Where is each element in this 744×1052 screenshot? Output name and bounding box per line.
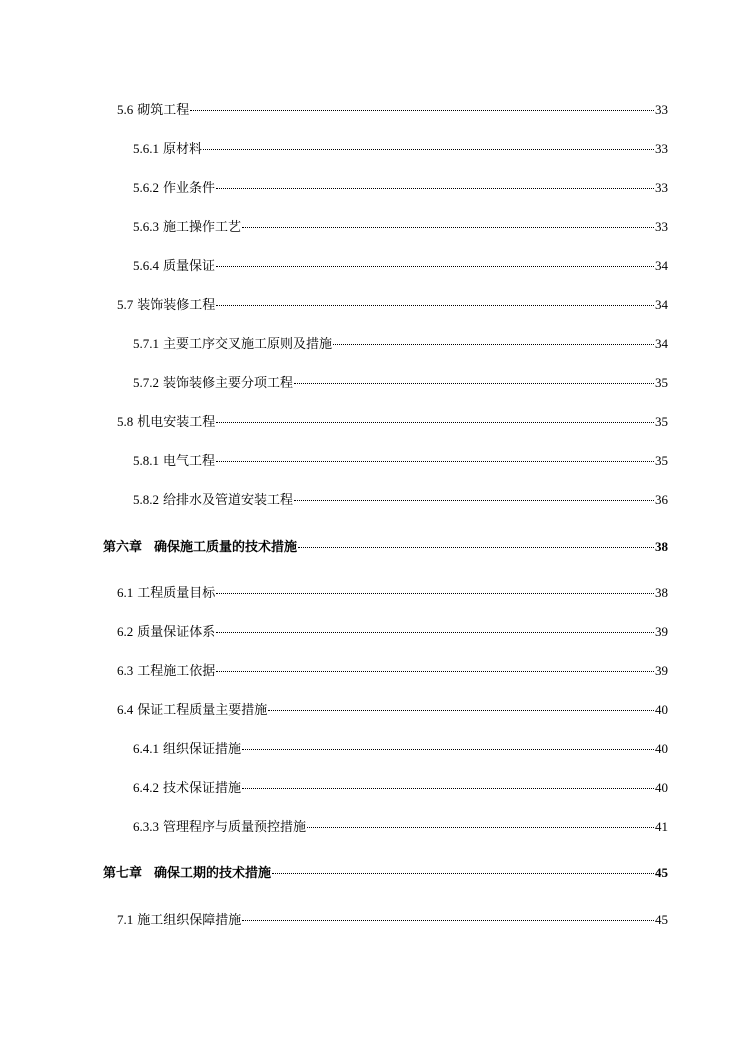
toc-entry-title: 给排水及管道安装工程 xyxy=(163,492,294,507)
toc-entry-label xyxy=(133,219,241,235)
toc-entry-number: 5.8.2 xyxy=(133,492,159,507)
toc-entry-number: 5.6.1 xyxy=(133,141,159,156)
toc-entry[interactable] xyxy=(133,336,668,352)
toc-entry[interactable] xyxy=(133,141,668,157)
toc-entry-page: 34 xyxy=(655,336,668,351)
toc-entry-title: 技术保证措施 xyxy=(163,780,242,795)
toc-chapter-number: 第六章 xyxy=(103,539,143,554)
toc-entry-page: 35 xyxy=(655,375,668,390)
toc-entry-title: 工程施工依据 xyxy=(137,663,216,678)
toc-entry-page: 33 xyxy=(655,219,668,234)
toc-entry-label xyxy=(133,819,306,835)
toc-entry-page: 33 xyxy=(655,180,668,195)
toc-entry-page: 39 xyxy=(655,624,668,639)
toc-entry-page: 40 xyxy=(655,780,668,795)
toc-entry-page: 38 xyxy=(655,539,668,554)
toc-entry-page: 38 xyxy=(655,585,668,600)
toc-entry-label xyxy=(117,702,267,718)
toc-entry-title: 管理程序与质量预控措施 xyxy=(163,819,307,834)
toc-entry-page: 35 xyxy=(655,414,668,429)
toc-entry-label xyxy=(117,663,215,679)
toc-entry-label xyxy=(133,336,332,352)
toc-entry-title: 确保工期的技术措施 xyxy=(154,865,272,880)
toc-chapter-number: 第七章 xyxy=(103,865,143,880)
toc-entry-title: 工程质量目标 xyxy=(137,585,216,600)
dot-leader xyxy=(272,872,654,874)
dot-leader xyxy=(190,109,654,111)
dot-leader xyxy=(242,919,654,921)
toc-chapter-entry[interactable] xyxy=(103,865,668,881)
dot-leader xyxy=(242,226,654,228)
toc-entry-title: 原材料 xyxy=(163,141,203,156)
dot-leader xyxy=(216,460,654,462)
toc-entry-number: 6.4.2 xyxy=(133,780,159,795)
toc-entry[interactable] xyxy=(133,258,668,274)
toc-entry-page: 45 xyxy=(655,912,668,927)
toc-entry-number: 6.4 xyxy=(117,702,134,717)
toc-entry-label xyxy=(117,102,189,118)
toc-entry[interactable] xyxy=(117,297,668,313)
toc-entry[interactable] xyxy=(117,414,668,430)
toc-entry[interactable] xyxy=(133,219,668,235)
toc-entry-page: 34 xyxy=(655,297,668,312)
toc-entry-page: 45 xyxy=(655,865,668,880)
toc-entry-title: 质量保证 xyxy=(163,258,216,273)
toc-entry[interactable] xyxy=(117,585,668,601)
toc-entry-page: 40 xyxy=(655,741,668,756)
toc-entry-title: 确保施工质量的技术措施 xyxy=(154,539,298,554)
dot-leader xyxy=(268,709,654,711)
dot-leader xyxy=(242,748,654,750)
toc-entry[interactable] xyxy=(117,624,668,640)
toc-entry-label xyxy=(117,297,215,313)
toc-entry-label xyxy=(133,180,215,196)
toc-entry-label xyxy=(117,414,215,430)
dot-leader xyxy=(294,382,654,384)
toc-entry[interactable] xyxy=(133,492,668,508)
toc-entry-label xyxy=(103,865,271,881)
dot-leader xyxy=(216,265,654,267)
toc-entry[interactable] xyxy=(117,912,668,928)
dot-leader xyxy=(307,826,654,828)
toc-entry-page: 40 xyxy=(655,702,668,717)
toc-entry-label xyxy=(133,453,215,469)
toc-entry-title: 组织保证措施 xyxy=(163,741,242,756)
toc-entry-label xyxy=(103,539,297,555)
toc-entry-number: 6.3 xyxy=(117,663,134,678)
toc-entry-title: 电气工程 xyxy=(163,453,216,468)
toc-entry-number: 5.7.1 xyxy=(133,336,159,351)
toc-entry-number: 5.8.1 xyxy=(133,453,159,468)
toc-entry-title: 装饰装修主要分项工程 xyxy=(163,375,294,390)
toc-entry-number: 5.8 xyxy=(117,414,134,429)
dot-leader xyxy=(216,187,654,189)
toc-entry[interactable] xyxy=(133,375,668,391)
toc-entry-label xyxy=(133,780,241,796)
toc-entry[interactable] xyxy=(117,702,668,718)
dot-leader xyxy=(216,631,654,633)
toc-entry-page: 33 xyxy=(655,141,668,156)
toc-entry-label xyxy=(133,141,202,157)
toc-entry-label xyxy=(117,585,215,601)
toc-entry-number: 6.4.1 xyxy=(133,741,159,756)
toc-entry-label xyxy=(133,492,293,508)
toc-entry[interactable] xyxy=(117,102,668,118)
dot-leader xyxy=(298,546,654,548)
toc-entry-title: 装饰装修工程 xyxy=(137,297,216,312)
dot-leader xyxy=(216,304,654,306)
toc-entry-page: 33 xyxy=(655,102,668,117)
toc-entry-page: 36 xyxy=(655,492,668,507)
toc-entry-page: 39 xyxy=(655,663,668,678)
toc-entry[interactable] xyxy=(133,780,668,796)
toc-entry-number: 5.6.4 xyxy=(133,258,159,273)
dot-leader xyxy=(333,343,654,345)
dot-leader xyxy=(216,670,654,672)
toc-entry-label xyxy=(117,912,241,928)
toc-entry-page: 35 xyxy=(655,453,668,468)
toc-entry-title: 机电安装工程 xyxy=(137,414,216,429)
toc-chapter-entry[interactable] xyxy=(103,539,668,555)
toc-entry-number: 5.6.2 xyxy=(133,180,159,195)
toc-entry-label xyxy=(133,375,293,391)
toc-entry-label xyxy=(133,741,241,757)
toc-entry-number: 5.7 xyxy=(117,297,134,312)
dot-leader xyxy=(216,592,654,594)
toc-entry[interactable] xyxy=(133,819,668,835)
dot-leader xyxy=(242,787,654,789)
toc-entry-number: 5.6 xyxy=(117,102,134,117)
toc-entry[interactable] xyxy=(133,741,668,757)
toc-entry[interactable] xyxy=(133,453,668,469)
toc-entry-page: 34 xyxy=(655,258,668,273)
toc-entry-title: 主要工序交叉施工原则及措施 xyxy=(163,336,333,351)
toc-entry-title: 保证工程质量主要措施 xyxy=(137,702,268,717)
dot-leader xyxy=(216,421,654,423)
toc-entry-title: 施工操作工艺 xyxy=(163,219,242,234)
toc-entry-title: 作业条件 xyxy=(163,180,216,195)
dot-leader xyxy=(203,148,654,150)
toc-entry-number: 5.6.3 xyxy=(133,219,159,234)
toc-entry[interactable] xyxy=(133,180,668,196)
toc-entry-label xyxy=(133,258,215,274)
toc-entry-label xyxy=(117,624,215,640)
toc-entry-number: 7.1 xyxy=(117,912,134,927)
toc-entry-number: 6.1 xyxy=(117,585,134,600)
dot-leader xyxy=(294,499,654,501)
toc-entry-page: 41 xyxy=(655,819,668,834)
toc-entry-title: 施工组织保障措施 xyxy=(137,912,242,927)
toc-entry-title: 砌筑工程 xyxy=(137,102,190,117)
toc-entry-number: 6.2 xyxy=(117,624,134,639)
toc-entry-number: 6.3.3 xyxy=(133,819,159,834)
toc-entry[interactable] xyxy=(117,663,668,679)
toc-entry-number: 5.7.2 xyxy=(133,375,159,390)
toc-entry-title: 质量保证体系 xyxy=(137,624,216,639)
